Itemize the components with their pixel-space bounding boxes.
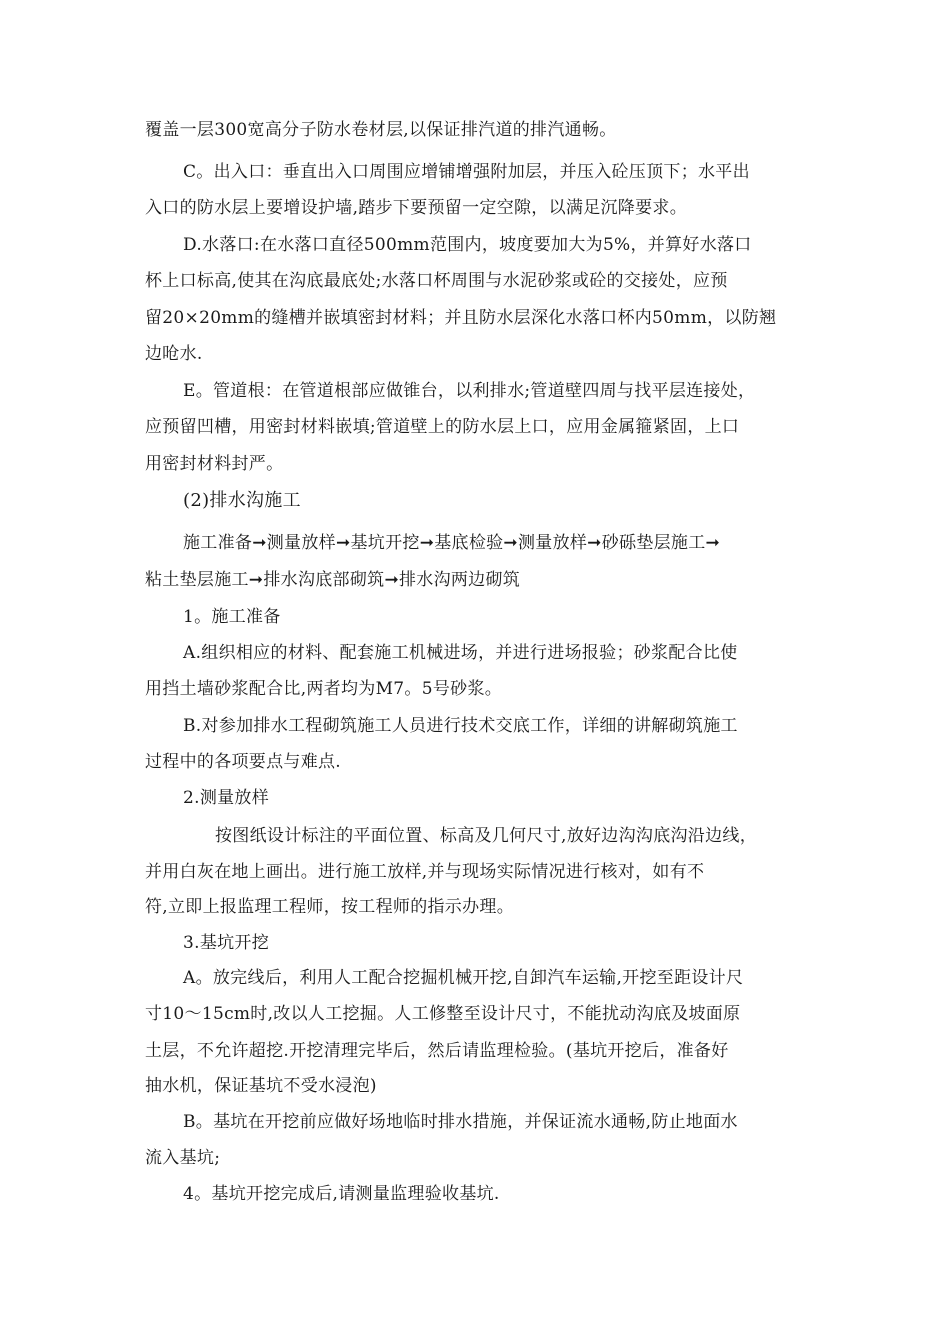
text-line: 流入基坑; [145,1148,221,1168]
text-line: D.水落口:在水落口直径500mm范围内，坡度要加大为5%，并算好水落口 [183,235,752,255]
text-line: 寸10～15cm时,改以人工挖掘。人工修整至设计尺寸，不能扰动沟底及坡面原 [145,1004,741,1024]
text-line: 按图纸设计标注的平面位置、标高及几何尺寸,放好边沟沟底沟沿边线， [215,826,758,846]
text-line: B.对参加排水工程砌筑施工人员进行技术交底工作，详细的讲解砌筑施工 [183,716,738,736]
text-line: 过程中的各项要点与难点. [145,752,342,772]
text-line: E。管道根：在管道根部应做锥台，以利排水;管道壁四周与找平层连接处， [183,381,756,401]
text-line: 2.测量放样 [183,788,270,808]
text-line: B。基坑在开挖前应做好场地临时排水措施，并保证流水通畅,防止地面水 [183,1112,738,1132]
text-line: 4。基坑开挖完成后,请测量监理验收基坑. [183,1184,500,1204]
text-line: 施工准备➞测量放样➞基坑开挖➞基底检验➞测量放样➞砂砾垫层施工➞ [183,533,721,553]
text-line: 用挡土墙砂浆配合比,两者均为M7。5号砂浆。 [145,679,503,699]
text-line: 边呛水. [145,344,203,364]
text-line: A。放完线后，利用人工配合挖掘机械开挖,自卸汽车运输,开挖至距设计尺 [183,968,744,988]
text-line: 粘土垫层施工➞排水沟底部砌筑➞排水沟两边砌筑 [145,570,521,590]
text-line: 入口的防水层上要增设护墙,踏步下要预留一定空隙，以满足沉降要求。 [145,198,688,218]
text-line: A.组织相应的材料、配套施工机械进场，并进行进场报验；砂浆配合比使 [183,643,738,663]
text-line: 用密封材料封严。 [145,454,284,474]
text-line: 抽水机，保证基坑不受水浸泡) [145,1076,377,1096]
text-line: 留20×20mm的缝槽并嵌填密封材料；并且防水层深化水落口杯内50mm，以防翘 [145,308,777,328]
text-line: 符,立即上报监理工程师，按工程师的指示办理。 [145,897,515,917]
text-line: 1。施工准备 [183,607,281,627]
text-line: 土层，不允许超挖.开挖清理完毕后，然后请监理检验。(基坑开挖后，准备好 [145,1041,729,1061]
text-line: 应预留凹槽，用密封材料嵌填;管道壁上的防水层上口，应用金属箍紧固，上口 [145,417,740,437]
text-line: C。出入口：垂直出入口周围应增铺增强附加层，并压入砼压顶下；水平出 [183,162,750,182]
text-line: 杯上口标高,使其在沟底最底处;水落口杯周围与水泥砂浆或砼的交接处，应预 [145,271,728,291]
text-line: 并用白灰在地上画出。进行施工放样,并与现场实际情况进行核对，如有不 [145,862,705,882]
section-heading: (2)排水沟施工 [183,490,301,511]
text-line: 3.基坑开挖 [183,933,270,953]
text-line: 覆盖一层300宽高分子防水卷材层,以保证排汽道的排汽通畅。 [145,120,617,140]
